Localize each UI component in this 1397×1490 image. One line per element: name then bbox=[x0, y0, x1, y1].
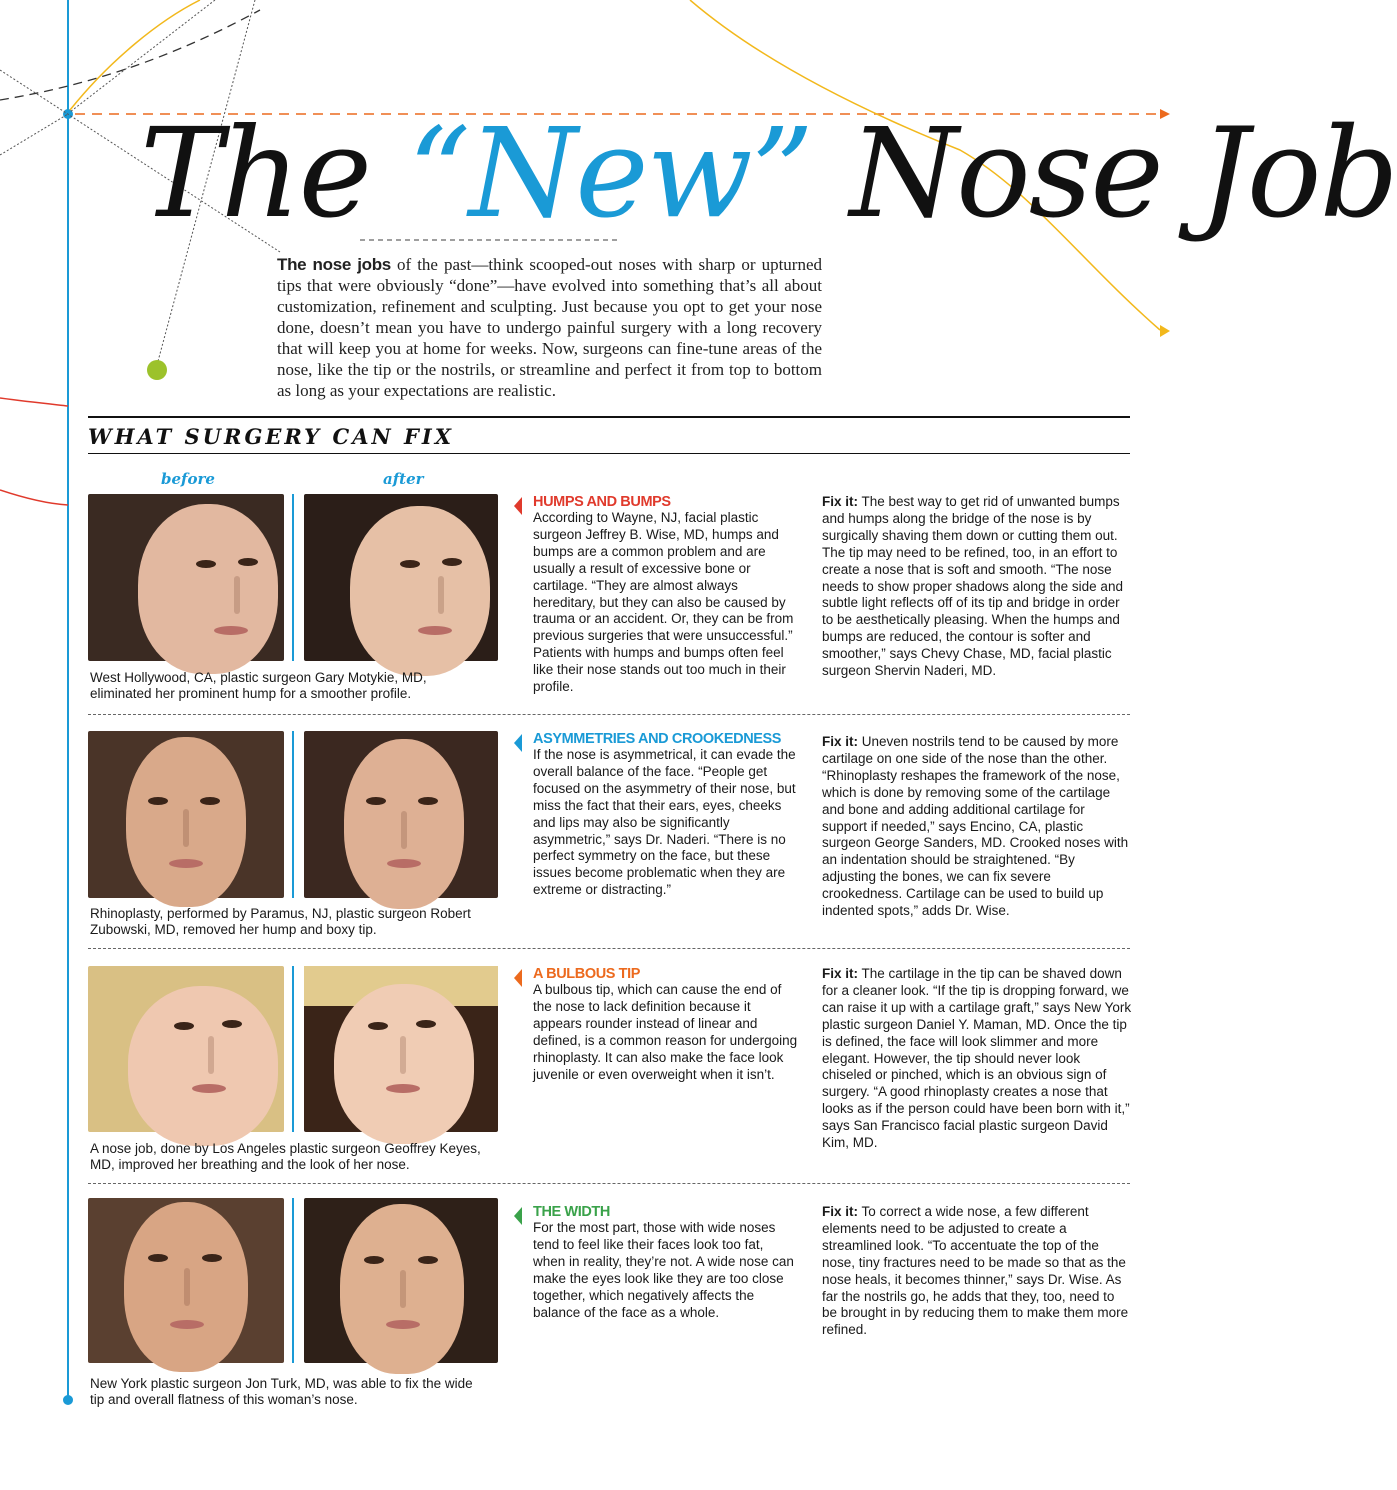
article-title bbox=[140, 102, 1397, 246]
problem-heading-2: ASYMMETRIES AND CROOKEDNESS bbox=[533, 731, 782, 747]
fix-label-3: Fix it: bbox=[822, 966, 858, 981]
fix-text-2: Uneven nostrils tend to be caused by more cartilage on one side of the nose than the other. “Rhinoplasty reshapes the framework of the nose, which is done by removing some of the cartilage and bone and adding additional cartilage for support if needed,” says Encino, CA, plastic surgeon George Sanders, MD. Crooked noses with an indentation should be straightened. “By adjusting the bones, we can fix severe crookedness. Cartilage can be used to build up indented spots,” adds Dr. Wise. bbox=[822, 734, 1129, 919]
row-divider-1 bbox=[88, 714, 1130, 715]
divider-3 bbox=[292, 966, 294, 1132]
section-heading: WHAT SURGERY CAN FIX bbox=[88, 424, 455, 449]
intro-paragraph bbox=[277, 254, 822, 401]
title-post: Nose Job bbox=[812, 102, 1397, 246]
section-rule-bottom bbox=[88, 453, 1130, 454]
arrow-marker-1 bbox=[514, 497, 522, 515]
fix-1 bbox=[822, 494, 1132, 680]
problem-3 bbox=[533, 966, 798, 1083]
after-label: after bbox=[383, 470, 424, 488]
arrow-marker-2 bbox=[514, 734, 522, 752]
caption-1: West Hollywood, CA, plastic surgeon Gary Motykie, MD, eliminated her prominent hump for a smoother profile. bbox=[90, 670, 427, 701]
fix-label-2: Fix it: bbox=[822, 734, 858, 749]
caption-4: New York plastic surgeon Jon Turk, MD, was able to fix the wide tip and overall flatness of this woman’s nose. bbox=[90, 1376, 473, 1407]
problem-2 bbox=[533, 731, 798, 899]
section-rule-top bbox=[88, 416, 1130, 418]
arrow-marker-3 bbox=[514, 969, 522, 987]
problem-1 bbox=[533, 494, 798, 696]
row-divider-3 bbox=[88, 1183, 1130, 1184]
fix-text-4: To correct a wide nose, a few different elements need to be adjusted to create a streamlined look. “To accentuate the top of the nose, tiny fractures need to be made so that as the nose heals, it becomes thinner,” says Dr. Wise. As far the nostrils go, he adds that they, too, need to be brought in by reducing them to make them more refined. bbox=[822, 1204, 1129, 1338]
problem-body-4: For the most part, those with wide noses tend to feel like their faces look too fat, when in reality, they’re not. A wide nose can make the eyes look like they are too close together, which negatively affects the balance of the face as a whole. bbox=[533, 1220, 794, 1320]
before-photo-1 bbox=[88, 494, 284, 661]
fix-text-1: The best way to get rid of unwanted bumps and humps along the bridge of the nose is by surgically shaving them down or cutting them out. The tip may need to be refined, too, in an effort to create a nose that is soft and smooth. “The nose needs to show proper shadows along the side and subtle light reflects off of its tip and bridge in order to be aesthetically pleasing. When the humps and bumps are reduced, the contour is softer and smoother,” says Chevy Chase, MD, facial plastic surgeon Shervin Naderi, MD. bbox=[822, 494, 1123, 679]
after-photo-1 bbox=[304, 494, 498, 661]
title-quoted: “New” bbox=[407, 102, 813, 246]
problem-heading-4: THE WIDTH bbox=[533, 1204, 610, 1220]
fix-2 bbox=[822, 734, 1132, 920]
fix-label-4: Fix it: bbox=[822, 1204, 858, 1219]
problem-heading-1: HUMPS AND BUMPS bbox=[533, 494, 671, 510]
caption-3: A nose job, done by Los Angeles plastic surgeon Geoffrey Keyes, MD, improved her breathing and the look of her nose. bbox=[90, 1141, 481, 1172]
title-pre: The bbox=[140, 102, 408, 246]
problem-body-1: According to Wayne, NJ, facial plastic surgeon Jeffrey B. Wise, MD, humps and bumps are a common problem and are usually a result of excessive bone or cartilage. “They are almost always hereditary, but they can also be caused by trauma or an accident. Or, they can be from previous surgeries that were unsuccessful.” Patients with humps and bumps often feel like their nose stands out too much in their profile. bbox=[533, 510, 794, 695]
row-divider-2 bbox=[88, 948, 1130, 949]
caption-2: Rhinoplasty, performed by Paramus, NJ, plastic surgeon Robert Zubowski, MD, removed her hump and boxy tip. bbox=[90, 906, 471, 937]
intro-text: of the past—think scooped-out noses with sharp or upturned tips that were obviously “done”—have evolved into something that’s all about customization, refinement and sculpting. Just because you opt to get your nose done, doesn’t mean you have to undergo painful surgery with a long recovery that will keep you at home for weeks. Now, surgeons can fine-tune areas of the nose, like the tip or the nostrils, or streamline and perfect it from top to bottom as long as your expectations are realistic. bbox=[277, 255, 823, 400]
fix-3 bbox=[822, 966, 1132, 1152]
problem-4 bbox=[533, 1204, 798, 1321]
fix-label-1: Fix it: bbox=[822, 494, 858, 509]
fix-4 bbox=[822, 1204, 1132, 1339]
problem-body-3: A bulbous tip, which can cause the end of the nose to lack definition because it appears rounder instead of linear and defined, is a common reason for undergoing rhinoplasty. It can also make the face look juvenile or even overweight when it isn’t. bbox=[533, 982, 798, 1082]
before-photo-3 bbox=[88, 966, 284, 1132]
before-photo-2 bbox=[88, 731, 284, 898]
after-photo-3 bbox=[304, 966, 498, 1132]
arrow-marker-4 bbox=[514, 1207, 522, 1225]
intro-lead: The nose jobs bbox=[277, 255, 391, 274]
divider-1 bbox=[292, 494, 294, 661]
after-photo-4 bbox=[304, 1198, 498, 1363]
problem-body-2: If the nose is asymmetrical, it can evade the overall balance of the face. “People get focused on the asymmetry of their nose, but miss the fact that their ears, eyes, cheeks and lips may also be significantly asymmetric,” says Dr. Naderi. “There is no perfect symmetry on the face, but these issues become problematic when they are extreme or distracting.” bbox=[533, 747, 796, 898]
problem-heading-3: A BULBOUS TIP bbox=[533, 966, 641, 982]
divider-2 bbox=[292, 731, 294, 898]
before-label: before bbox=[161, 470, 215, 488]
fix-text-3: The cartilage in the tip can be shaved down for a cleaner look. “If the tip is dropping forward, we can raise it up with a cartilage graft,” says New York plastic surgeon Daniel Y. Maman, MD. Once the tip is defined, the face will look slimmer and more elegant. However, the tip should never look chiseled or pinched, which is an obvious sign of surgery. “A good rhinoplasty creates a nose that looks as if the person could have been born with it,” says San Francisco facial plastic surgeon David Kim, MD. bbox=[822, 966, 1132, 1151]
before-photo-4 bbox=[88, 1198, 284, 1363]
divider-4 bbox=[292, 1198, 294, 1363]
after-photo-2 bbox=[304, 731, 498, 898]
